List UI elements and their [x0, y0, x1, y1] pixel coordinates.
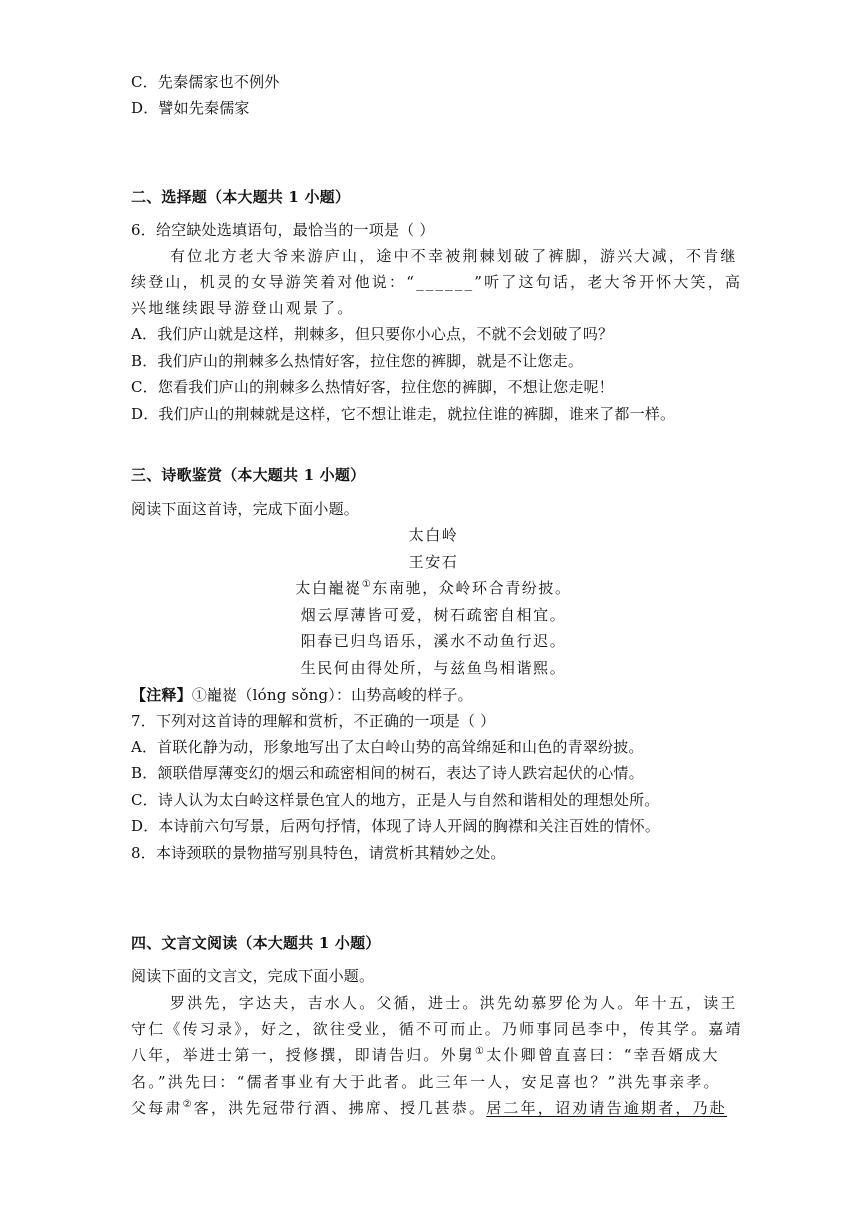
passage-line-5-middle: 客，洪先冠带行酒、拂席、授几甚恭。 [193, 1099, 487, 1117]
question-7-stem: 7．下列对这首诗的理解和赏析，不正确的一项是（ ） [131, 712, 496, 730]
classical-intro: 阅读下面的文言文，完成下面小题。 [131, 967, 375, 985]
poem-line-3: 阳春已归鸟语乐，溪水不动鱼行迟。 [300, 632, 567, 650]
q6-option-a: A．我们庐山就是这样，荆棘多，但只要你小心点，不就不会划破了吗？ [131, 325, 614, 343]
classical-passage-line-5 [131, 1098, 727, 1118]
poetry-intro: 阅读下面这首诗，完成下面小题。 [131, 500, 360, 518]
poem-line-1-end: 东南驰，众岭环合青纷披。 [372, 579, 572, 597]
q7-option-c: C．诗人认为太白岭这样景色宜人的地方，正是人与自然和谐相处的理想处所。 [131, 791, 660, 809]
q6-passage-line-2: 续登山，机灵的女导游笑着对他说：“______”听了这句话，老大爷开怀大笑，高 [131, 273, 743, 291]
q6-option-c: C．您看我们庐山的荆棘多么热情好客，拉住您的裤脚，不想让您走呢！ [131, 378, 614, 396]
question-8-stem: 8．本诗颈联的景物描写别具特色，请赏析其精妙之处。 [131, 844, 506, 862]
q7-option-d: D．本诗前六句写景，后两句抒情，体现了诗人开阔的胸襟和关注百姓的情怀。 [131, 817, 661, 835]
q7-option-a: A．首联化静为动，形象地写出了太白岭山势的高耸绵延和山色的青翠纷披。 [131, 738, 644, 756]
q6-passage-line-1: 有位北方老大爷来游庐山，途中不幸被荆棘划破了裤脚，游兴大减，不肯继 [170, 247, 738, 265]
poem-line-1-start: 太白巃嵸 [295, 579, 362, 597]
note-marker-1: ① [361, 579, 373, 590]
note-marker-3: ② [182, 1099, 194, 1110]
passage-line-3-start: 八年，举进士第一，授修撰，即请告归。外舅 [131, 1046, 476, 1064]
question-6-stem: 6．给空缺处选填语句，最恰当的一项是（ ） [131, 221, 435, 239]
poem-line-2: 烟云厚薄皆可爱，树石疏密自相宜。 [300, 606, 567, 624]
classical-passage-line-2: 守仁《传习录》，好之，欲往受业，循不可而止。乃师事同邑李中，传其学。嘉靖 [131, 1020, 743, 1038]
q5-option-c: C．先秦儒家也不例外 [131, 73, 280, 91]
poem-line-1 [0, 578, 867, 598]
underlined-sentence: 居二年，诏劝请告逾期者，乃赴 [486, 1099, 727, 1117]
classical-passage-line-4: 名。”洪先曰：“儒者事业有大于此者。此三年一人，安足喜也？”洪先事亲孝。 [131, 1073, 721, 1091]
poem-author: 王安石 [408, 553, 459, 571]
note-marker-2: ① [475, 1046, 487, 1057]
classical-passage-line-1: 罗洪先，字达夫，吉水人。父循，进士。洪先幼慕罗伦为人。年十五，读王 [170, 994, 738, 1012]
poem-annotation [131, 685, 473, 705]
q6-option-d: D．我们庐山的荆棘就是这样，它不想让谁走，就拉住谁的裤脚，谁来了都一样。 [131, 405, 676, 423]
q6-passage-line-3: 兴地继续跟导游登山观景了。 [131, 299, 355, 317]
q5-option-d: D．譬如先秦儒家 [131, 99, 250, 117]
annotation-text: ①巃嵸（lóng sǒng）：山势高峻的样子。 [191, 686, 473, 704]
q7-option-b: B．颔联借厚薄变幻的烟云和疏密相间的树石，表达了诗人跌宕起伏的心情。 [131, 764, 644, 782]
section-heading-classical: 四、文言文阅读（本大题共 1 小题） [131, 934, 381, 952]
q6-option-b: B．我们庐山的荆棘多么热情好客，拉住您的裤脚，就是不让您走。 [131, 352, 584, 370]
classical-passage-line-3 [131, 1045, 720, 1065]
section-heading-choice: 二、选择题（本大题共 1 小题） [131, 188, 351, 206]
section-heading-poetry: 三、诗歌鉴赏（本大题共 1 小题） [131, 466, 366, 484]
poem-title: 太白岭 [408, 526, 459, 544]
passage-line-3-end: 太仆卿曾直喜曰：“幸吾婿成大 [486, 1046, 720, 1064]
annotation-label: 【注释】 [131, 686, 192, 704]
passage-line-5-start: 父每肃 [131, 1099, 183, 1117]
poem-line-4: 生民何由得处所，与兹鱼鸟相谐熙。 [300, 659, 567, 677]
